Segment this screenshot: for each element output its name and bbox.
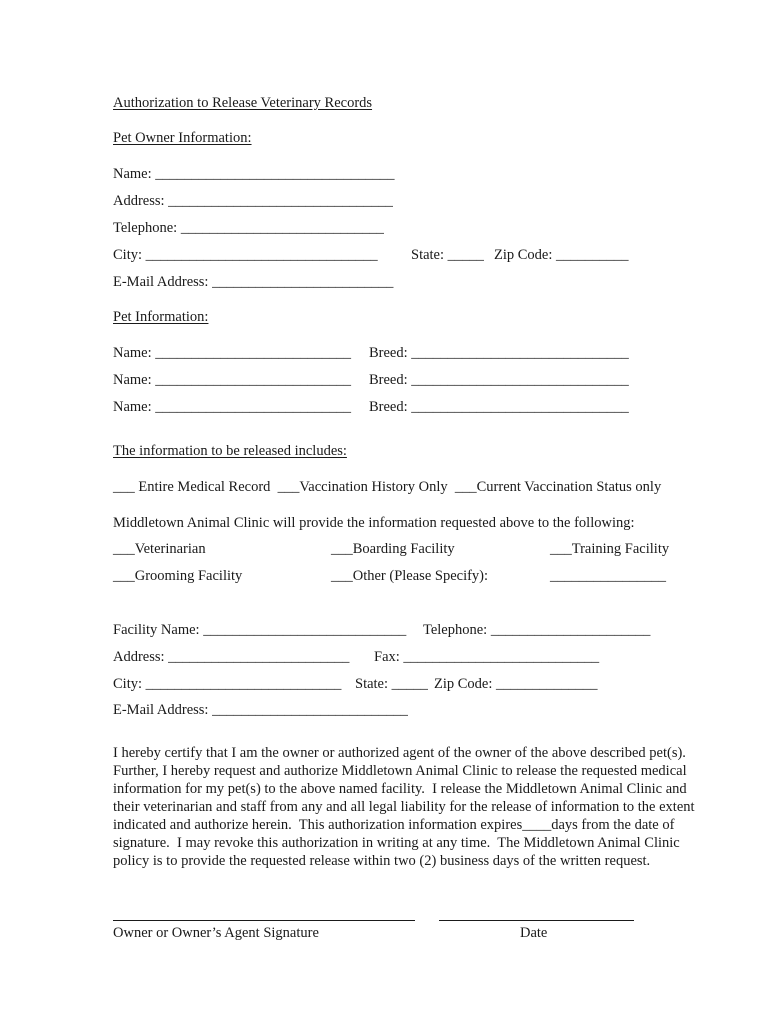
certification-line: indicated and authorize herein. This authorization information expires____days from the date of bbox=[113, 817, 675, 833]
facility-telephone-field[interactable]: Telephone: ______________________ bbox=[423, 622, 651, 638]
recipient-grooming-option[interactable]: ___Grooming Facility bbox=[113, 568, 243, 584]
owner-section-heading: Pet Owner Information: bbox=[113, 130, 252, 146]
owner-city-field[interactable]: City: ________________________________ bbox=[113, 247, 378, 263]
facility-city-field[interactable]: City: ___________________________ bbox=[113, 676, 342, 692]
certification-line: policy is to provide the requested release within two (2) business days of the written request. bbox=[113, 853, 651, 869]
owner-signature-line[interactable] bbox=[113, 920, 415, 921]
form-title: Authorization to Release Veterinary Records bbox=[113, 95, 373, 111]
recipient-veterinarian-option[interactable]: ___Veterinarian bbox=[113, 541, 206, 557]
recipient-training-option[interactable]: ___Training Facility bbox=[550, 541, 670, 557]
release-section-heading: The information to be released includes: bbox=[113, 443, 347, 459]
pet-breed-field[interactable]: Breed: ______________________________ bbox=[369, 399, 629, 415]
owner-telephone-field[interactable]: Telephone: ____________________________ bbox=[113, 220, 384, 236]
pet-name-field[interactable]: Name: ___________________________ bbox=[113, 345, 352, 361]
owner-name-field[interactable]: Name: _________________________________ bbox=[113, 166, 395, 182]
owner-email-field[interactable]: E-Mail Address: _________________________ bbox=[113, 274, 394, 290]
owner-address-field[interactable]: Address: _______________________________ bbox=[113, 193, 393, 209]
recipient-other-specify-field[interactable]: ________________ bbox=[550, 568, 666, 584]
owner-zip-field[interactable]: Zip Code: __________ bbox=[494, 247, 629, 263]
pet-name-field[interactable]: Name: ___________________________ bbox=[113, 399, 352, 415]
recipient-intro: Middletown Animal Clinic will provide the information requested above to the following: bbox=[113, 515, 635, 531]
date-signature-line[interactable] bbox=[439, 920, 634, 921]
facility-zip-field[interactable]: Zip Code: ______________ bbox=[434, 676, 598, 692]
recipient-other-option[interactable]: ___Other (Please Specify): bbox=[331, 568, 489, 584]
pet-breed-field[interactable]: Breed: ______________________________ bbox=[369, 345, 629, 361]
recipient-boarding-option[interactable]: ___Boarding Facility bbox=[331, 541, 455, 557]
pet-breed-field[interactable]: Breed: ______________________________ bbox=[369, 372, 629, 388]
certification-line: their veterinarian and staff from any and all legal liability for the release of information to the extent bbox=[113, 799, 695, 815]
release-options[interactable]: ___ Entire Medical Record ___Vaccination History Only ___Current Vaccination Status only bbox=[113, 479, 662, 495]
owner-signature-label: Owner or Owner’s Agent Signature bbox=[113, 925, 319, 941]
facility-name-field[interactable]: Facility Name: ____________________________ bbox=[113, 622, 407, 638]
certification-line: signature. I may revoke this authorization in writing at any time. The Middletown Animal Clinic bbox=[113, 835, 680, 851]
facility-fax-field[interactable]: Fax: ___________________________ bbox=[374, 649, 600, 665]
certification-paragraph bbox=[113, 744, 733, 870]
owner-state-field[interactable]: State: _____ bbox=[411, 247, 484, 263]
certification-line: Further, I hereby request and authorize Middletown Animal Clinic to release the requested medical bbox=[113, 763, 687, 779]
certification-line: I hereby certify that I am the owner or authorized agent of the owner of the above described pet(s). bbox=[113, 745, 686, 761]
pet-section-heading: Pet Information: bbox=[113, 309, 209, 325]
date-label: Date bbox=[520, 925, 548, 941]
facility-state-field[interactable]: State: _____ bbox=[355, 676, 428, 692]
pet-name-field[interactable]: Name: ___________________________ bbox=[113, 372, 352, 388]
facility-address-field[interactable]: Address: _________________________ bbox=[113, 649, 350, 665]
certification-line: information for my pet(s) to the above named facility. I release the Middletown Animal Clinic and bbox=[113, 781, 687, 797]
facility-email-field[interactable]: E-Mail Address: ___________________________ bbox=[113, 702, 408, 718]
